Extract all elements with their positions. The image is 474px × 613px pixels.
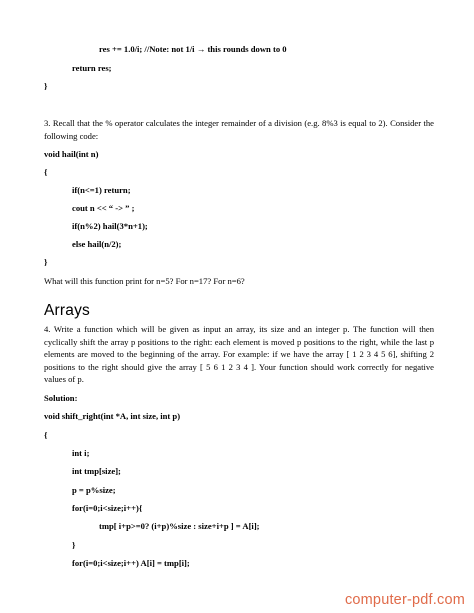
watermark-logo: computer-pdf.com (344, 592, 465, 608)
code-line-shift-signature: void shift_right(int *A, int size, int p) (44, 411, 181, 421)
code-line-if-odd: if(n%2) hail(3*n+1); (72, 221, 148, 231)
code-line-cout: cout n << “ -> ” ; (72, 203, 135, 213)
code-line-open-brace: { (44, 430, 48, 440)
code-line-else: else hail(n/2); (72, 239, 122, 249)
section-heading: Arrays (44, 302, 90, 319)
code-line-open-brace: { (44, 167, 48, 177)
code-line-tmp-decl: int tmp[size]; (72, 466, 121, 476)
code-line-close-brace: } (72, 540, 76, 550)
code-line-copy-loop: for(i=0;i<size;i++) A[i] = tmp[i]; (72, 558, 190, 568)
code-line-int-i: int i; (72, 448, 90, 458)
code-line-res: res += 1.0/i; //Note: not 1/i → this rounds down to 0 (99, 44, 287, 54)
code-line-for-loop: for(i=0;i<size;i++){ (72, 503, 143, 513)
code-line-tmp-assign: tmp[ i+p>=0? (i+p)%size : size+i+p ] = A[i]; (99, 521, 260, 531)
code-line-close-brace: } (44, 81, 48, 91)
code-line-p-mod: p = p%size; (72, 485, 116, 495)
question-3-text: 3. Recall that the % operator calculates the integer remainder of a division (e.g. 8%3 is equal to 2). Consider the following code: (44, 118, 434, 141)
question-3-prompt: What will this function print for n=5? For n=17? For n=6? (44, 276, 245, 286)
code-line-return: return res; (72, 63, 112, 73)
question-4-text: 4. Write a function which will be given as input an array, its size and an integer p. The function will then cyclically shift the array p positions to the right: each element is moved p positions to the right, while the last p elements are moved to the beginning of the array. For example: if we have the array [ 1 2 3 4 5 6], shifting 2 positions to the right should give the array [ 5 6 1 2 3 4 ]. Your function should work correctly for negative values of p. (44, 324, 434, 385)
solution-label: Solution: (44, 393, 78, 403)
code-line-hail-signature: void hail(int n) (44, 149, 99, 159)
code-line-close-brace: } (44, 257, 48, 267)
code-line-if-return: if(n<=1) return; (72, 185, 131, 195)
